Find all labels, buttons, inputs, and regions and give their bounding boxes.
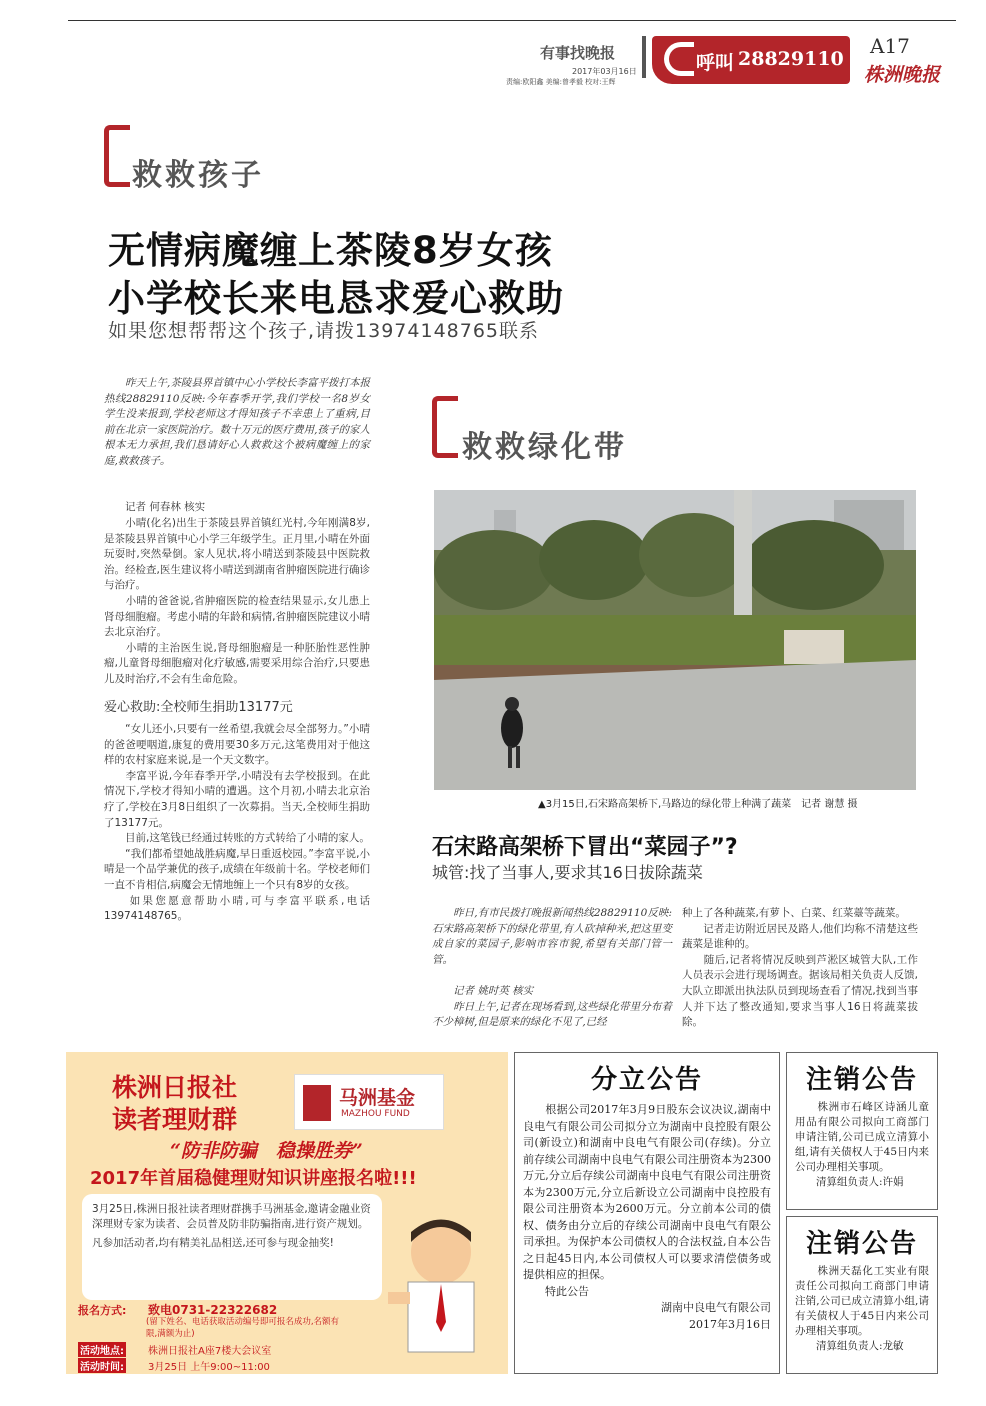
signup-value: 致电0731-22322682	[148, 1303, 278, 1317]
article2-col-2: 种上了各种蔬菜,有萝卜、白菜、红菜薹等蔬菜。 记者走访附近居民及路人,他们均称不清楚这些蔬菜是谁种的。 随后,记者将情况反映到芦淞区城管大队,工作人员表示会进行现场调查。据该局相关负责人反馈,大队立即派出执法队员到现场查看了情况,找到当事人并下达了整改通知,要求当事人16日将蔬菜拔除。	[682, 907, 918, 1029]
ad-title-2: 读者理财群	[112, 1105, 238, 1134]
section-icon	[432, 396, 458, 458]
ad-brand-box	[294, 1074, 444, 1130]
hotline-label: 呼叫	[696, 52, 735, 74]
advertisement	[66, 1052, 508, 1374]
brand-logo-icon	[303, 1085, 331, 1121]
ad-brand-en: MAZHOU FUND	[341, 1109, 410, 1119]
page-number: A17	[870, 34, 910, 58]
signup-label: 报名方式:	[78, 1304, 127, 1317]
section-tag-children: 救救孩子	[132, 158, 264, 193]
signup-note: (留下姓名、电话获取活动编号即可报名成功,名额有限,满额为止)	[146, 1317, 340, 1339]
article2-col-1: 昨日,有市民拨打晚报新闻热线28829110反映:石宋路高架桥下的绿化带里,有人砍掉种米,把这里变成自家的菜园子,影响市容市貌,希望有关部门管一管。 记者 姚时英 核实 昨日上午,记者在现场看到,这些绿化带里分布着不少樟树,但是原来的绿化不见了,已经	[432, 907, 672, 1029]
date-line: 2017年03月16日	[572, 67, 637, 76]
notice-cancel-1	[786, 1052, 938, 1210]
ad-body-box	[82, 1194, 382, 1300]
venue-value: 株洲日报社A座7楼大会议室	[148, 1346, 272, 1357]
time-value: 3月25日 上午9:00~11:00	[148, 1362, 270, 1373]
section-icon	[104, 125, 130, 187]
notice-cancel-2	[786, 1216, 938, 1374]
mascot-icon	[386, 1212, 496, 1362]
header-divider	[642, 36, 646, 78]
page-header	[500, 30, 960, 110]
ad-headline: 2017年首届稳健理财知识讲座报名啦!!!	[90, 1168, 417, 1189]
notice-split	[514, 1052, 780, 1374]
hotline-box	[652, 36, 850, 84]
hotline-number: 28829110	[738, 48, 844, 70]
notice-split-closing: 特此公告	[523, 1284, 589, 1298]
mascot-illustration	[386, 1212, 496, 1362]
photo-illustration	[434, 490, 916, 790]
notice-cancel-1-title: 注销公告	[805, 1065, 918, 1095]
section-tag-greenbelt: 救救绿化带	[462, 430, 627, 465]
ad-body-2: 凡参加活动者,均有精美礼品相送,还可参与现金抽奖!	[92, 1237, 334, 1249]
venue-label: 活动地点:	[78, 1342, 126, 1357]
notice-cancel-2-body: 株洲天磊化工实业有限责任公司拟向工商部门申请注销,公司已成立清算小组,请有关债权人于45日内来公司办理相关事项。	[795, 1265, 929, 1337]
notice-cancel-2-title: 注销公告	[805, 1229, 918, 1259]
notice-split-company: 湖南中良电气有限公司	[661, 1301, 771, 1314]
notice-split-title: 分立公告	[590, 1065, 703, 1095]
ad-body: 3月25日,株洲日报社读者理财群携手马洲基金,邀请金融业资深理财专家为读者、会员普及防非防骗指南,进行资产规划。	[92, 1203, 371, 1230]
top-rule	[68, 20, 956, 21]
editors-line: 责编:欧阳鑫 美编:曾孝毅 校对:王辉	[506, 78, 616, 86]
subheadline-vegetable: 城管:找了当事人,要求其16日拔除蔬菜	[432, 863, 703, 882]
article-body-1: 小晴(化名)出生于茶陵县界首镇红光村,今年刚满8岁,是茶陵县界首镇中心小学三年级学生。正月里,小晴在外面玩耍时,突然晕倒。家人见状,将小晴送到茶陵县中医院救治。经检查,医生建议将小晴送到湖南省肿瘤医院进行确诊与治疗。 小晴的爸爸说,省肿瘤医院的检查结果显示,女儿患上肾母细胞瘤。考虑小晴的年龄和病情,省肿瘤医院建议小晴去北京治疗。 小晴的主治医生说,肾母细胞瘤是一种胚胎性恶性肿瘤,儿童肾母细胞瘤对化疗敏感,需要采用综合治疗,只要患儿及时治疗,不会有生命危险。	[104, 517, 370, 685]
ad-brand-cn: 马洲基金	[339, 1087, 416, 1109]
photo-caption: ▲3月15日,石宋路高架桥下,马路边的绿化带上种满了蔬菜 记者 谢慧 摄	[538, 799, 858, 810]
subheadline: 如果您想帮帮这个孩子,请拨13974148765联系	[108, 320, 540, 342]
notice-cancel-1-body: 株洲市石峰区诗涵儿童用品有限公司拟向工商部门申请注销,公司已成立清算小组,请有关债权人于45日内来公司办理相关事项。	[795, 1101, 929, 1173]
phone-icon	[664, 42, 694, 76]
headline-vegetable: 石宋路高架桥下冒出“菜园子”?	[432, 835, 738, 860]
paper-name-logo: 株洲晚报	[864, 64, 941, 86]
headline-line-1: 无情病魔缠上茶陵8岁女孩	[108, 229, 553, 272]
article-subtitle: 爱心救助:全校师生捐助13177元	[104, 700, 293, 715]
article-lede: 昨天上午,茶陵县界首镇中心小学校长李富平拨打本报热线28829110反映:今年春季开学,我们学校一名8岁女学生没来报到,学校老师这才得知孩子不幸患上了重病,目前在北京一家医院治疗。数十万元的医疗费用,孩子的家人根本无力承担,我们恳请好心人救救这个被病魔缠上的家庭,救救孩子。	[104, 377, 370, 467]
news-photo	[434, 490, 916, 790]
headline-line-2: 小学校长来电恳求爱心救助	[108, 277, 564, 320]
notice-cancel-1-sign: 清算组负责人:许娟	[795, 1176, 904, 1188]
notice-split-date: 2017年3月16日	[689, 1317, 771, 1331]
article-body-2: “女儿还小,只要有一丝希望,我就会尽全部努力。”小晴的爸爸哽咽道,康复的费用要30多万元,这笔费用对于他这样的农村家庭来说,是一个天文数字。 李富平说,今年春季开学,小晴没有去学校报到。在此情况下,学校才得知小晴的遭遇。这个月初,小晴去北京治疗了,学校在3月8日组织了一次募捐。当天,全校师生捐助了13177元。 目前,这笔钱已经通过转账的方式转给了小晴的家人。 “我们都希望她战胜病魔,早日重返校园。”李富平说,小晴是一个品学兼优的孩子,成绩在年级前十名。学校老师们一直不肯相信,病魔会无情地缠上一个只有8岁的女孩。 如果您愿意帮助小晴,可与李富平联系,电话13974148765。	[104, 723, 370, 923]
article-byline: 记者 何春林 核实	[104, 501, 206, 513]
column-name: 有事找晚报	[540, 44, 616, 62]
ad-title-1: 株洲日报社	[112, 1073, 238, 1102]
ad-slogan: “防非防骗 稳操胜券”	[170, 1140, 363, 1162]
notice-cancel-2-sign: 清算组负责人:龙敏	[795, 1340, 904, 1352]
time-label: 活动时间:	[78, 1358, 126, 1373]
notice-split-body: 根据公司2017年3月9日股东会议决议,湖南中良电气有限公司公司拟分立为湖南中良控股有限公司(新设立)和湖南中良电气有限公司(存续)。分立前存续公司湖南中良电气有限公司注册资本为2300万元,分立后存续公司湖南中良电气有限公司注册资本为2300万元,分立后新设立公司湖南中良控股有限公司注册资本为2600万元。分立前本公司的债权、债务由分立后的存续公司湖南中良电气有限公司承担。为保护本公司债权人的合法权益,自本公告之日起45日内,本公司债权人可以要求清偿债务或提供相应的担保。	[523, 1103, 771, 1281]
